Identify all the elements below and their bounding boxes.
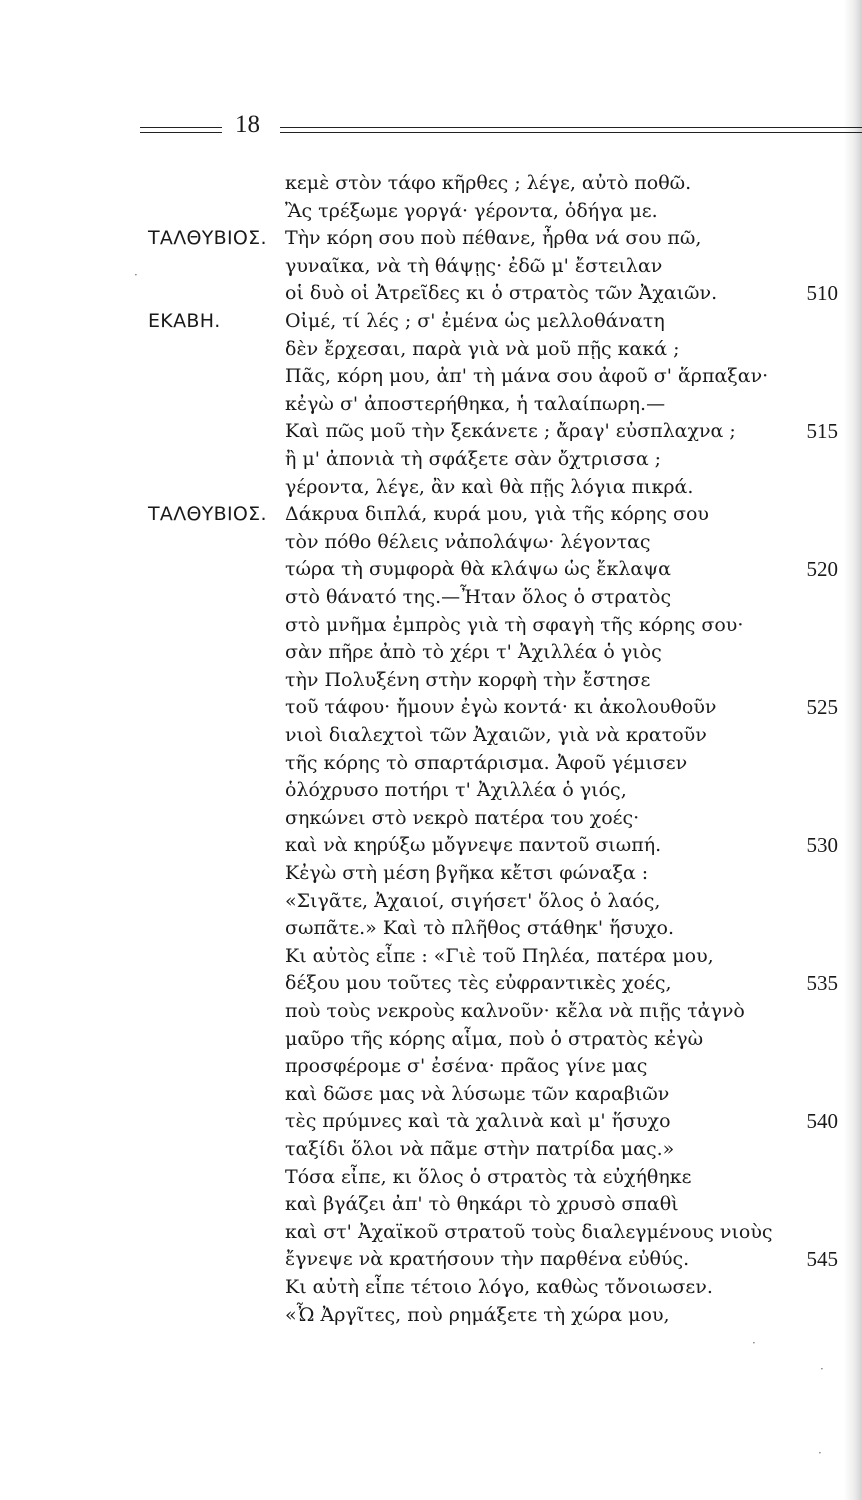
- verse-line: [0, 639, 862, 667]
- verse-line: [0, 777, 862, 805]
- verse-text: Δάκρυα διπλά, κυρά μου, γιὰ τῆς κόρης σου: [285, 503, 709, 526]
- verse-text: Πᾶς, κόρη μου, ἀπ' τὴ μάνα σου ἀφοῦ σ' ἅρπαξαν·: [285, 365, 769, 388]
- verse-text: ἔγνεψε νὰ κρατήσουν τὴν παρθένα εὐθύς.: [285, 1248, 690, 1271]
- verse-text: τὸν πόθο θέλεις νἀπολάψω· λέγοντας: [285, 530, 651, 553]
- verse-text: στὸ μνῆμα ἐμπρὸς γιὰ τὴ σφαγὴ τῆς κόρης σου·: [285, 613, 744, 636]
- verse-line: [0, 1246, 862, 1274]
- scan-speck: ·: [820, 1362, 824, 1376]
- verse-text: κἐγὼ σ' ἀποστερήθηκα, ἡ ταλαίπωρη.—: [285, 392, 666, 415]
- verse-text: τώρα τὴ συμφορὰ θὰ κλάψω ὡς ἔκλαψα: [285, 558, 671, 581]
- speaker-name: ΕΚΑΒΗ.: [148, 310, 221, 332]
- verse-text: στὸ θάνατό της.—Ἦταν ὅλος ὁ στρατὸς: [285, 586, 672, 608]
- header-rule-left-bottom: [140, 132, 222, 133]
- verse-line: [0, 418, 862, 446]
- verse-text: τοῦ τάφου· ἤμουν ἐγὼ κοντά· κι ἀκολουθοῦν: [285, 696, 717, 719]
- verse-text: καὶ βγάζει ἀπ' τὸ θηκάρι τὸ χρυσὸ σπαθὶ: [285, 1193, 679, 1216]
- verse-line: [0, 888, 862, 916]
- verse-text: Οἰμέ, τί λές ; σ' ἐμένα ὡς μελλοθάνατη: [285, 310, 665, 332]
- verse-line: [0, 1053, 862, 1081]
- verse-text: σηκώνει στὸ νεκρὸ πατέρα του χοές·: [285, 806, 640, 829]
- verse-text: Κἐγὼ στὴ μέση βγῆκα κἔτσι φώναξα :: [285, 862, 649, 884]
- verse-line: [0, 1274, 862, 1302]
- verse-text: τὴν Πολυξένη στὴν κορφὴ τὴν ἔστησε: [285, 668, 651, 691]
- line-number: 545: [806, 1247, 838, 1272]
- verse-line: [0, 722, 862, 750]
- verse-text: ἢ μ' ἀπονιὰ τὴ σφάξετε σὰν ὄχτρισσα ;: [285, 448, 662, 470]
- speaker-name: ΤΑΛΘΥΒΙΟΣ.: [148, 503, 267, 526]
- verse-text: κεμὲ στὸν τάφο κῆρθες ; λέγε, αὐτὸ ποθῶ.: [285, 172, 692, 194]
- verse-text: Ἂς τρέξωμε γοργά· γέροντα, ὁδήγα με.: [285, 199, 658, 222]
- verse-line: [0, 998, 862, 1026]
- verse-line: [0, 501, 862, 529]
- verse-text: σωπᾶτε.» Καὶ τὸ πλῆθος στάθηκ' ἥσυχο.: [285, 917, 674, 940]
- line-number: 515: [806, 419, 838, 444]
- verse-text: «Ὦ Ἀργῖτες, ποὺ ρημάξετε τὴ χώρα μου,: [285, 1303, 670, 1326]
- verse-line: [0, 363, 862, 391]
- verse-text: Τὴν κόρη σου ποὺ πέθανε, ἦρθα νά σου πῶ,: [285, 227, 702, 250]
- scan-speck: ·: [134, 268, 138, 282]
- verse-line: [0, 308, 862, 336]
- verse-text: μαῦρο τῆς κόρης αἷμα, ποὺ ὁ στρατὸς κἐγὼ: [285, 1027, 704, 1050]
- verse-line: [0, 529, 862, 557]
- page-number: 18: [235, 111, 260, 138]
- line-number: 530: [806, 833, 838, 858]
- verse-text: Τόσα εἶπε, κι ὅλος ὁ στρατὸς τὰ εὐχήθηκε: [285, 1165, 692, 1188]
- verse-text: «Σιγᾶτε, Ἀχαιοί, σιγήσετ' ὅλος ὁ λαός,: [285, 889, 661, 912]
- verse-line: [0, 750, 862, 778]
- verse-line: [0, 943, 862, 971]
- verse-line: [0, 1108, 862, 1136]
- verse-line: [0, 391, 862, 419]
- verse-line: [0, 225, 862, 253]
- verse-line: [0, 667, 862, 695]
- verse-text: τὲς πρύμνες καὶ τὰ χαλινὰ καὶ μ' ἥσυχο: [285, 1110, 671, 1133]
- verse-text: ποὺ τοὺς νεκροὺς καλνοῦν· κἔλα νὰ πιῇς τἀγνὸ: [285, 1000, 745, 1022]
- verse-text: καὶ νὰ κηρύξω μὄγνεψε παντοῦ σιωπή.: [285, 834, 662, 857]
- verse-line: [0, 280, 862, 308]
- line-number: 540: [806, 1109, 838, 1134]
- verse-text: τῆς κόρης τὸ σπαρτάρισμα. Ἀφοῦ γέμισεν: [285, 751, 688, 774]
- verse-text: σὰν πῆρε ἀπὸ τὸ χέρι τ' Ἀχιλλέα ὁ γιὸς: [285, 641, 662, 664]
- verse-text: γυναῖκα, νὰ τὴ θάψῃς· ἐδῶ μ' ἔστειλαν: [285, 254, 663, 277]
- verse-line: [0, 915, 862, 943]
- verse-line: [0, 1136, 862, 1164]
- verse-line: [0, 1081, 862, 1109]
- verse-text: Κι αὐτὴ εἶπε τέτοιο λόγο, καθὼς τὄνοιωσεν.: [285, 1276, 713, 1298]
- verse-text: Καὶ πῶς μοῦ τὴν ξεκάνετε ; ἄραγ' εὐσπλαχνα ;: [285, 420, 736, 443]
- verse-line: [0, 1219, 862, 1247]
- verse-line: [0, 832, 862, 860]
- line-number: 525: [806, 695, 838, 720]
- line-number: 520: [806, 557, 838, 582]
- header-rule-left-top: [140, 127, 222, 128]
- verse-text: γέροντα, λέγε, ἂν καὶ θὰ πῇς λόγια πικρά.: [285, 475, 694, 498]
- verse-line: [0, 805, 862, 833]
- verse-text: ὁλόχρυσο ποτήρι τ' Ἀχιλλέα ὁ γιός,: [285, 779, 627, 802]
- verse-line: [0, 1164, 862, 1192]
- verse-line: [0, 970, 862, 998]
- verse-line: [0, 1026, 862, 1054]
- speaker-name: ΤΑΛΘΥΒΙΟΣ.: [148, 227, 267, 250]
- verse-text: δέξου μου τοῦτες τὲς εὐφραντικὲς χοές,: [285, 972, 672, 995]
- verse-line: [0, 198, 862, 226]
- verse-text: Κι αὐτὸς εἶπε : «Γιὲ τοῦ Πηλέα, πατέρα μου,: [285, 944, 714, 967]
- header-rule-right-bottom: [280, 132, 862, 133]
- verse-text: νιοὶ διαλεχτοὶ τῶν Ἀχαιῶν, γιὰ νὰ κρατοῦν: [285, 724, 707, 746]
- scan-speck: ·: [752, 1336, 756, 1350]
- verse-line: [0, 170, 862, 198]
- verse-line: [0, 446, 862, 474]
- verse-line: [0, 584, 862, 612]
- verse-line: [0, 474, 862, 502]
- verse-text: καὶ στ' Ἀχαϊκοῦ στρατοῦ τοὺς διαλεγμένους νιοὺς: [285, 1220, 773, 1243]
- verse-line: [0, 1302, 862, 1330]
- verse-line: [0, 556, 862, 584]
- verse-line: [0, 1191, 862, 1219]
- verse-text: ταξίδι ὅλοι νὰ πᾶμε στὴν πατρίδα μας.»: [285, 1138, 675, 1160]
- line-number: 535: [806, 971, 838, 996]
- verse-line: [0, 336, 862, 364]
- verse-text: προσφέρομε σ' ἐσένα· πρᾶος γίνε μας: [285, 1055, 648, 1078]
- line-number: 510: [806, 281, 838, 306]
- verse-text: καὶ δῶσε μας νὰ λύσωμε τῶν καραβιῶν: [285, 1082, 670, 1105]
- scan-speck: ·: [818, 1446, 822, 1460]
- verse-line: [0, 253, 862, 281]
- verse-line: [0, 612, 862, 640]
- page-header: [140, 108, 830, 148]
- verse-line: [0, 860, 862, 888]
- header-rule-right-top: [280, 127, 862, 128]
- verse-text: οἱ δυὸ οἱ Ἀτρεῖδες κι ὁ στρατὸς τῶν Ἀχαιῶν.: [285, 282, 718, 305]
- verse-line: [0, 694, 862, 722]
- verse-text: δὲν ἔρχεσαι, παρὰ γιὰ νὰ μοῦ πῇς κακά ;: [285, 337, 680, 360]
